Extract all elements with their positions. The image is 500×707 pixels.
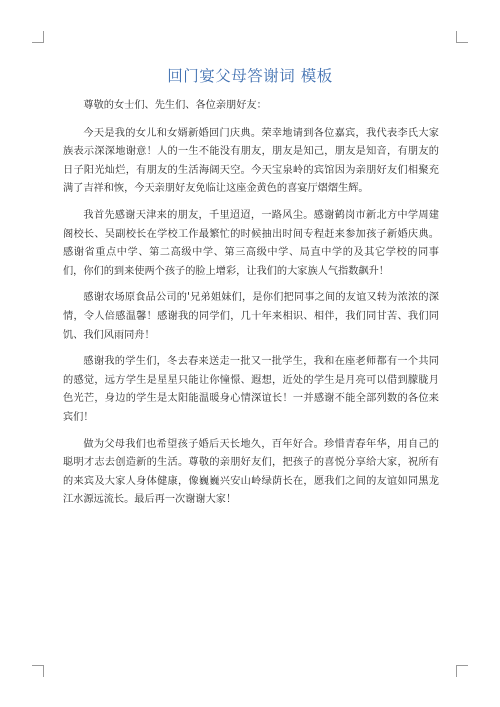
paragraph-3: 感谢农场原食品公司的'兄弟姐妹们，是你们把同事之间的友谊又转为浓浓的深情，令人倍感温馨！感谢我的同学们，几十年来相识、相伴，我们同甘苦、我们同饥、我们风雨同舟！ (63, 292, 439, 341)
crop-mark-bottom-right (456, 665, 468, 677)
paragraph-4: 感谢我的学生们，冬去春来送走一批又一批学生，我和在座老师都有一个共同的感觉，远方学生是星星只能让你憧憬、遐想，近处的学生是月亮可以借到朦胧月色光芒，身边的学生是太阳能温暖身心情深谊长！一并感谢不能全部列数的各位来宾们！ (63, 356, 439, 423)
paragraph-2: 我首先感谢天津来的朋友，千里迢迢，一路风尘。感谢鹤岗市新北方中学周建阁校长、吴副校长在学校工作最繁忙的时候抽出时间专程赶来参加孩子新婚庆典。感谢省重点中学、第二高级中学、第三高级中学、局直中学的及其它学校的同事们，你们的到来使两个孩子的脸上增彩，让我们的大家族人气指数飙升！ (63, 209, 439, 277)
crop-mark-top-right (456, 31, 468, 43)
crop-mark-bottom-left (32, 665, 44, 677)
document-body (63, 93, 439, 518)
paragraph-1: 今天是我的女儿和女婿新婚回门庆典。荣幸地请到各位嘉宾，我代表李氏大家族表示深深地谢意！人的一生不能没有朋友，朋友是知己，朋友是知音，有朋友的日子阳光灿烂，有朋友的生活海阔天空。今天宝泉岭的宾馆因为亲朋好友们相聚充满了吉祥和恢，今天亲朋好友免临让这座金黄色的喜宴厅熠熠生辉。 (63, 127, 439, 195)
crop-mark-top-left (32, 31, 44, 43)
document-title: 回门宴父母答谢词 模板 (167, 67, 333, 85)
paragraph-5: 做为父母我们也希望孩子婚后天长地久，百年好合。珍惜青春年华，用自己的聪明才志去创造新的生活。尊敬的亲朋好友们，把孩子的喜悦分享给大家，祝所有的来宾及大家人身体健康，像巍巍兴安山岭绿荫长在，愿我们之间的友谊如同黑龙江水源远流长。最后再一次谢谢大家！ (63, 438, 439, 506)
greeting: 尊敬的女士们、先生们、各位亲朋好友： (83, 100, 267, 111)
